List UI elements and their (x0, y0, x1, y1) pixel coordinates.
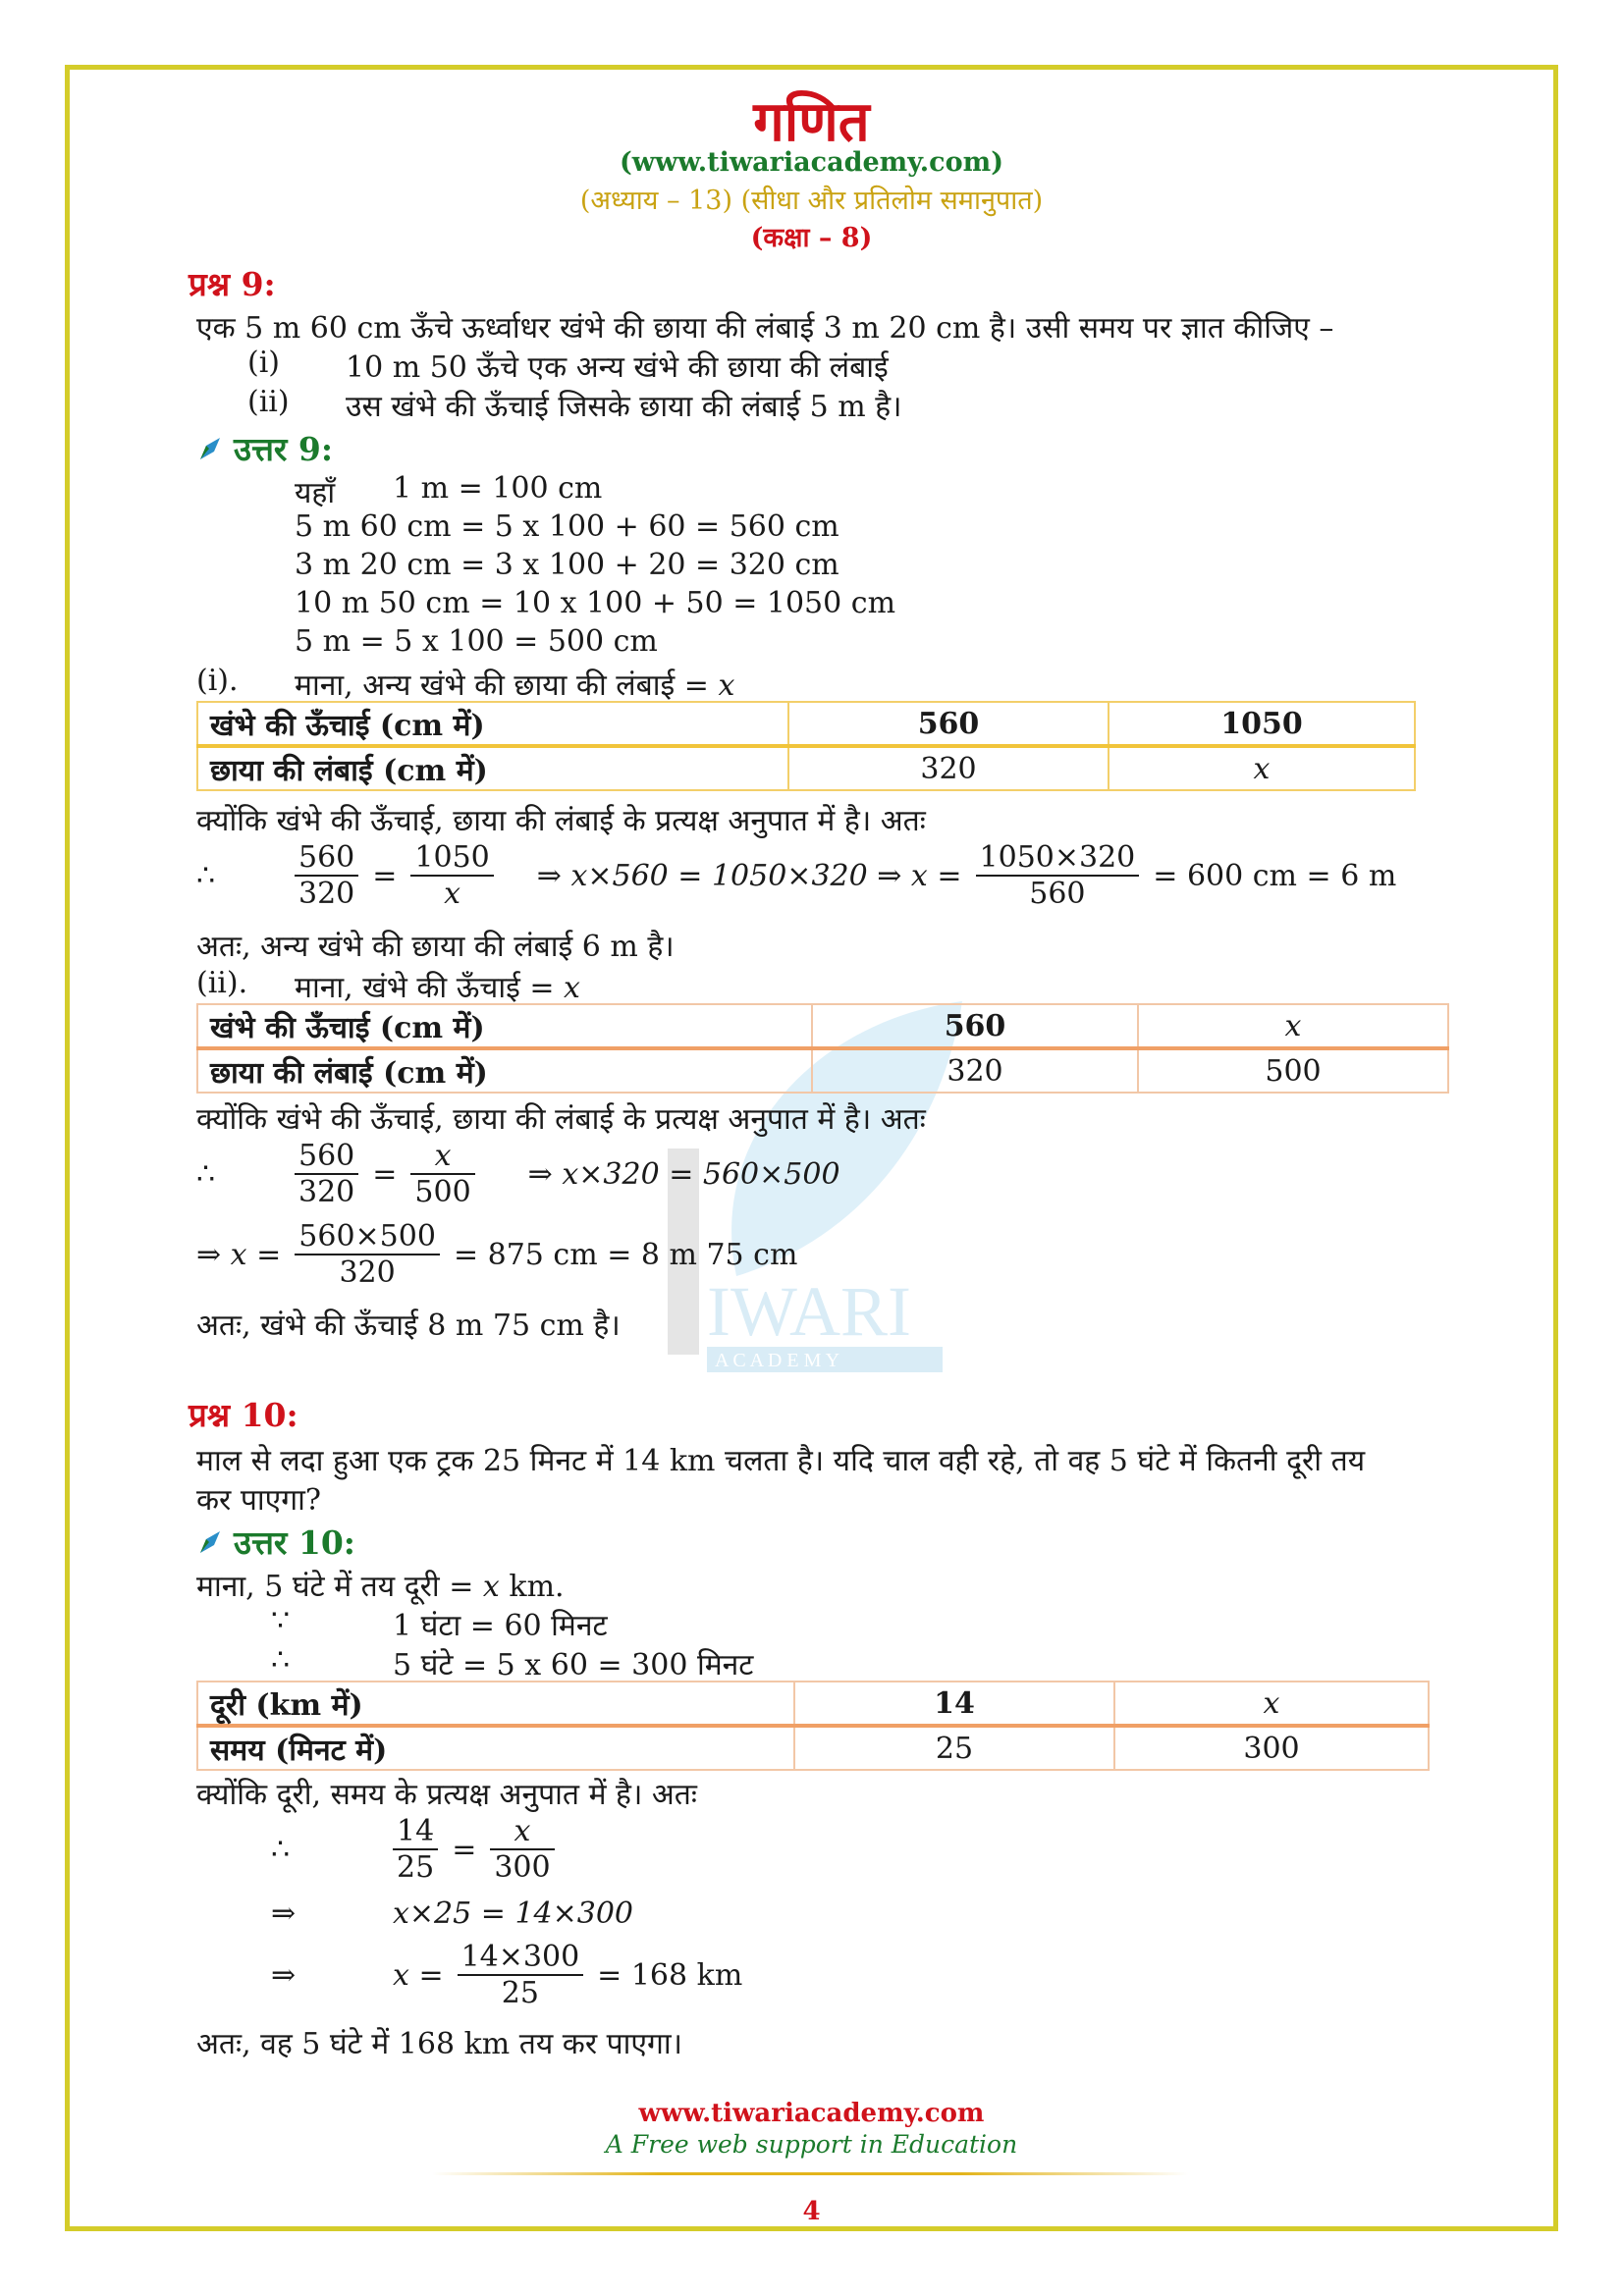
denominator: x (444, 877, 461, 911)
table-cell: x (1114, 1682, 1429, 1726)
numerator: x (410, 1139, 474, 1175)
implies-symbol: ⇒ (271, 1957, 297, 1993)
header-class: (कक्षा – 8) (750, 223, 873, 253)
numerator: 1050 (410, 840, 493, 877)
table-cell: 500 (1138, 1048, 1448, 1093)
part-ii-reason: क्योंकि खंभे की ऊँचाई, छाया की लंबाई के प्रत्यक्ष अनुपात में है। अतः (196, 1102, 926, 1137)
watermark-name: IWARI (707, 1272, 911, 1351)
question-9-text: एक 5 m 60 cm ऊँचे ऊर्ध्वाधर खंभे की छाया की लंबाई 3 m 20 cm है। उसी समय पर ज्ञात कीजिए – (196, 311, 1334, 346)
question-9-part-ii-label: (ii) (247, 385, 290, 419)
table-cell: खंभे की ऊँचाई (cm में) (197, 702, 788, 746)
answer-9-heading: उत्तर 9: (234, 430, 334, 468)
table-cell: 560 (788, 702, 1109, 746)
table-cell: 25 (794, 1726, 1114, 1770)
question-10-line-1: माल से लदा हुआ एक ट्रक 25 मिनट में 14 km चलता है। यदि चाल वही रहे, तो वह 5 घंटे में कितनी दूरी तय (196, 1444, 1366, 1478)
conversion-line: 5 m = 5 x 100 = 500 cm (295, 624, 658, 659)
pen-icon (196, 1527, 226, 1557)
answer-10-heading-row (196, 1520, 355, 1564)
table-part-i (196, 701, 1416, 791)
part-ii-label: (ii). (196, 966, 248, 1000)
table-part-ii (196, 1003, 1449, 1094)
answer-10-equation (271, 1814, 555, 1885)
equals-sign: = (372, 1156, 398, 1192)
answer-10-heading: उत्तर 10: (234, 1523, 355, 1562)
footer-tagline: A Free web support in Education (605, 2130, 1018, 2159)
conversion-line: 3 m 20 cm = 3 x 100 + 20 = 320 cm (295, 548, 839, 582)
part-ii-equation-2 (196, 1219, 797, 1290)
equation-step: ⇒ x×320 = 560×500 (527, 1156, 840, 1192)
fraction (490, 1814, 554, 1885)
page-title: गणित (753, 89, 870, 154)
denominator: 500 (414, 1175, 471, 1209)
part-ii-conclusion: अतः, खंभे की ऊँचाई 8 m 75 cm है। (196, 1308, 621, 1343)
table-cell: दूरी (km में) (197, 1682, 794, 1726)
denominator: 300 (494, 1850, 551, 1885)
fraction (393, 1814, 438, 1885)
therefore-symbol: ∴ (196, 1156, 216, 1192)
table-row (197, 1726, 1429, 1770)
part-i-equation (196, 840, 1396, 911)
table-cell: छाया की लंबाई (cm में) (197, 746, 788, 790)
part-ii-assume-text: माना, खंभे की ऊँचाई = (295, 971, 555, 1005)
numerator: 560 (295, 1139, 358, 1175)
fraction (410, 840, 493, 911)
table-cell: खंभे की ऊँचाई (cm में) (197, 1004, 812, 1048)
pen-icon (196, 434, 226, 463)
question-10-heading: प्रश्न 10: (189, 1396, 298, 1434)
fraction (295, 1139, 358, 1209)
numerator: 560×500 (295, 1219, 440, 1255)
question-9-heading: प्रश्न 9: (189, 265, 276, 303)
answer-10-line-1: 1 घंटा = 60 मिनट (393, 1609, 608, 1643)
answer-9-here: यहाँ (295, 476, 336, 510)
assume-text: माना, 5 घंटे में तय दूरी = (196, 1570, 474, 1604)
denominator: 25 (501, 1976, 539, 2010)
answer-10-line-2: 5 घंटे = 5 x 60 = 300 मिनट (393, 1648, 754, 1682)
conversion-line: 1 m = 100 cm (393, 471, 603, 506)
table-row (197, 1048, 1448, 1093)
answer-9-heading-row (196, 426, 333, 470)
table-row (197, 1004, 1448, 1048)
part-ii-equation (196, 1139, 840, 1209)
therefore-symbol: ∴ (271, 1643, 291, 1678)
table-cell: 560 (812, 1004, 1138, 1048)
part-ii-var: x (564, 971, 580, 1005)
table-row (197, 1682, 1429, 1726)
equation-step: x×25 = 14×300 (393, 1896, 634, 1931)
part-i-conclusion: अतः, अन्य खंभे की छाया की लंबाई 6 m है। (196, 930, 675, 964)
implies-symbol: ⇒ (271, 1896, 297, 1931)
conversion-line: 10 m 50 cm = 10 x 100 + 50 = 1050 cm (295, 586, 896, 620)
table-cell: x (1109, 746, 1415, 790)
equals-sign: = (372, 858, 398, 893)
header-chapter: (अध्याय – 13) (सीधा और प्रतिलोम समानुपात) (579, 186, 1044, 216)
question-9-part-ii-text: उस खंभे की ऊँचाई जिसके छाया की लंबाई 5 m है। (346, 390, 902, 424)
page-number: 4 (802, 2197, 821, 2226)
table-q10 (196, 1681, 1430, 1771)
numerator: 14 (393, 1814, 438, 1850)
denominator: 25 (397, 1850, 435, 1885)
numerator: 14×300 (458, 1940, 584, 1976)
answer-10-assume (196, 1565, 565, 1605)
equals-sign: = (452, 1832, 477, 1867)
denominator: 320 (339, 1255, 396, 1290)
denominator: 320 (298, 1175, 355, 1209)
table-cell: 320 (788, 746, 1109, 790)
fraction (295, 840, 358, 911)
denominator: 320 (298, 877, 355, 911)
therefore-symbol: ∴ (271, 1832, 291, 1867)
part-i-assume (295, 664, 734, 704)
part-i-label: (i). (196, 664, 239, 698)
answer-10-conclusion: अतः, वह 5 घंटे में 168 km तय कर पाएगा। (196, 2027, 683, 2061)
numerator: 560 (295, 840, 358, 877)
question-10-line-2: कर पाएगा? (196, 1483, 321, 1518)
equation-result: = 875 cm = 8 m 75 cm (453, 1237, 798, 1272)
table-cell: 320 (812, 1048, 1138, 1093)
table-cell: 1050 (1109, 702, 1415, 746)
fraction (458, 1940, 584, 2010)
equation-step: ⇒ x×560 = 1050×320 ⇒ x = (536, 858, 962, 893)
answer-10-step-2 (271, 1940, 742, 2010)
conversion-line: 5 m 60 cm = 5 x 100 + 60 = 560 cm (295, 509, 839, 544)
footer-site-link[interactable]: www.tiwariacademy.com (638, 2099, 985, 2128)
equation-result: = 600 cm = 6 m (1153, 858, 1397, 893)
table-cell: 300 (1114, 1726, 1429, 1770)
question-9-part-i-text: 10 m 50 ऊँचे एक अन्य खंभे की छाया की लंबाई (346, 350, 889, 385)
footer-divider (432, 2172, 1188, 2175)
denominator: 560 (1029, 877, 1086, 911)
numerator: x (490, 1814, 554, 1850)
answer-10-reason: क्योंकि दूरी, समय के प्रत्यक्ष अनुपात में है। अतः (196, 1778, 697, 1812)
table-cell: समय (मिनट में) (197, 1726, 794, 1770)
table-cell: 14 (794, 1682, 1114, 1726)
watermark-sub: A C A D E M Y (715, 1350, 840, 1371)
equation-result: = 168 km (597, 1957, 743, 1993)
table-row (197, 702, 1415, 746)
assume-var: x (482, 1570, 500, 1604)
therefore-symbol: ∴ (196, 858, 216, 893)
table-row (197, 746, 1415, 790)
fraction (976, 840, 1140, 911)
table-cell: x (1138, 1004, 1448, 1048)
fraction (295, 1219, 440, 1290)
question-9-part-i-label: (i) (247, 346, 281, 380)
table-cell: छाया की लंबाई (cm में) (197, 1048, 812, 1093)
fraction (410, 1139, 474, 1209)
because-symbol: ∵ (271, 1604, 291, 1638)
assume-unit: km. (509, 1570, 565, 1604)
numerator: 1050×320 (976, 840, 1140, 877)
part-i-assume-text: माना, अन्य खंभे की छाया की लंबाई = (295, 668, 709, 703)
part-ii-assume (295, 966, 580, 1006)
answer-10-step-1 (271, 1896, 633, 1931)
equation-step: ⇒ x = (196, 1237, 282, 1272)
part-i-var: x (718, 668, 735, 703)
header-site: (www.tiwariacademy.com) (620, 147, 1003, 178)
part-i-reason: क्योंकि खंभे की ऊँचाई, छाया की लंबाई के प्रत्यक्ष अनुपात में है। अतः (196, 804, 926, 838)
equation-step: x = (393, 1957, 444, 1993)
